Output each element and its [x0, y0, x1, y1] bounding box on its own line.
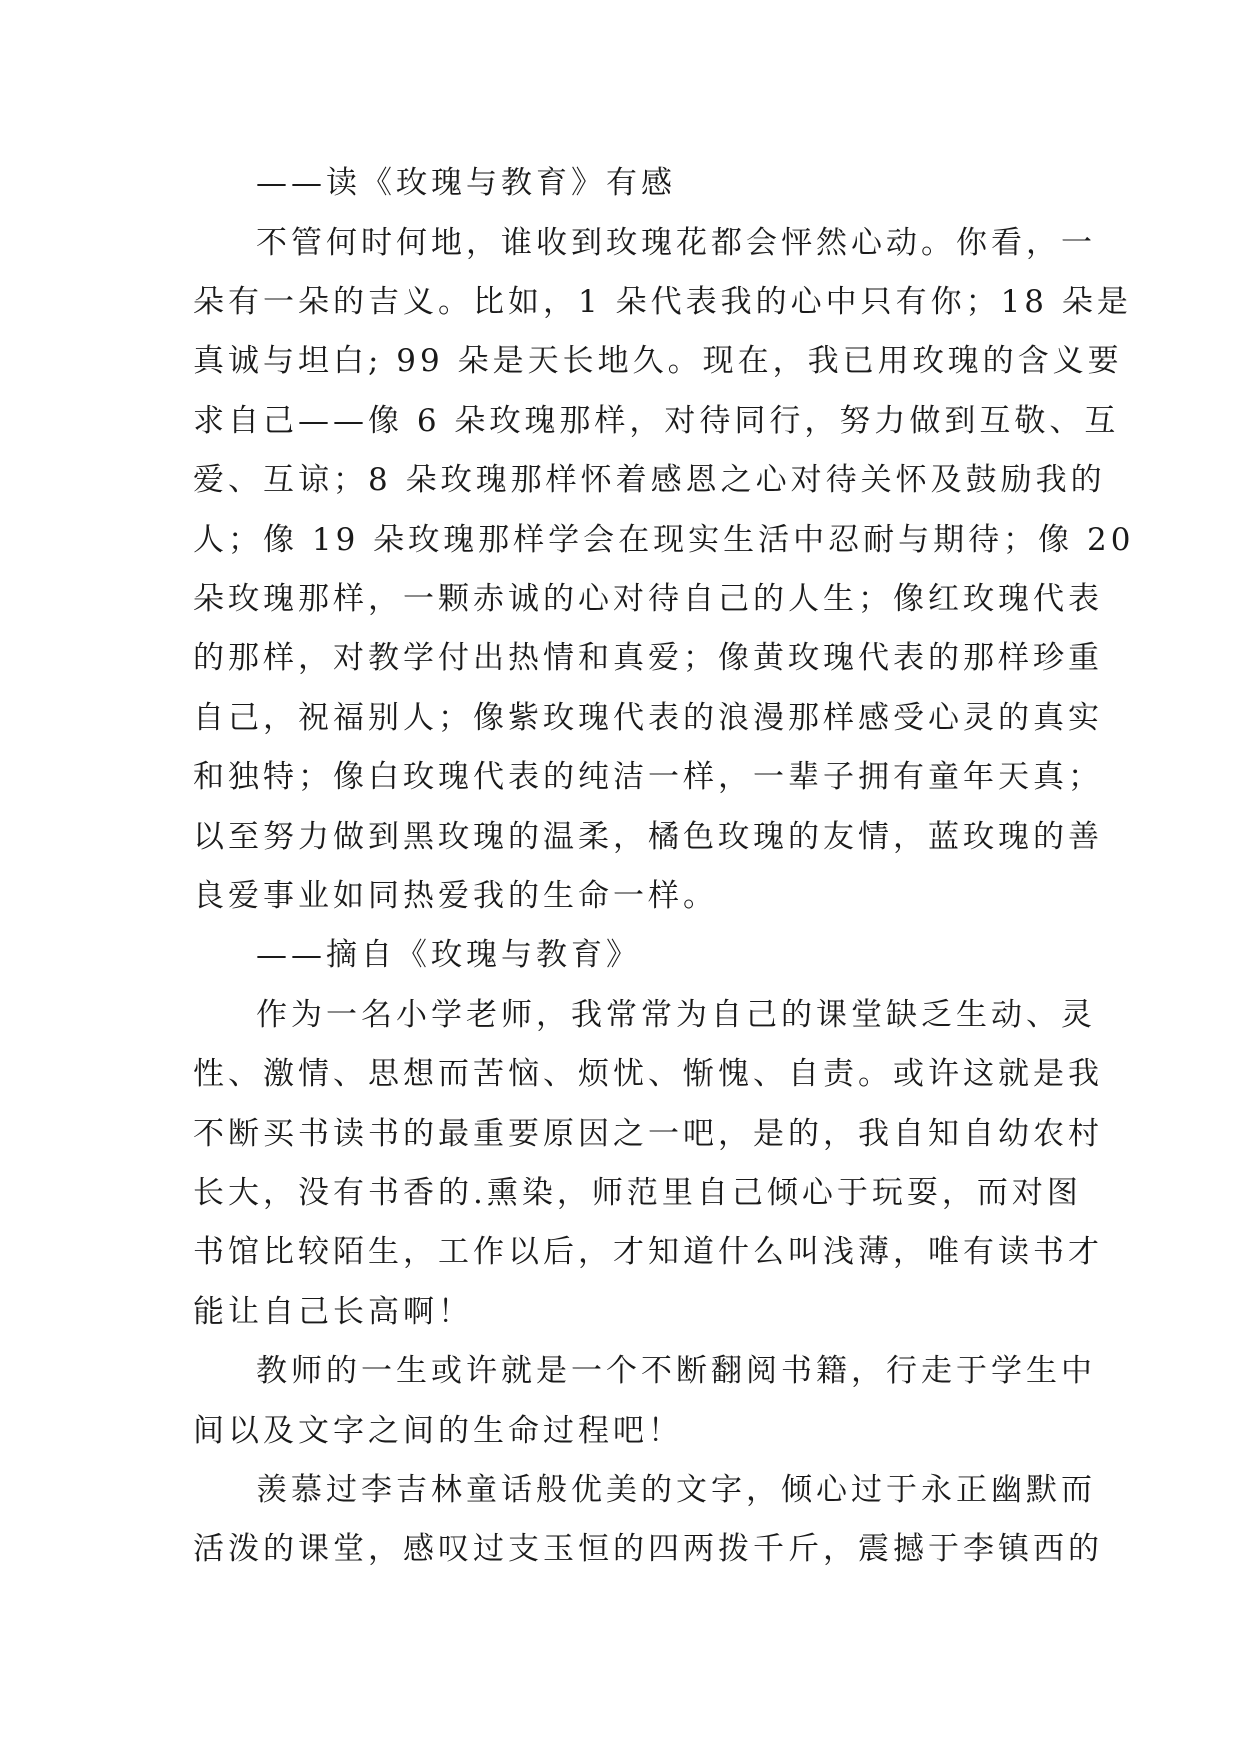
paragraph-line: 书馆比较陌生，工作以后，才知道什么叫浅薄，唯有读书才 [193, 1234, 1103, 1270]
paragraph-line: 良爱事业如同热爱我的生命一样。 [193, 878, 718, 914]
paragraph-line: 自己，祝福别人；像紫玫瑰代表的浪漫那样感受心灵的真实 [193, 700, 1103, 736]
paragraph-line: 长大，没有书香的.熏染，师范里自己倾心于玩耍，而对图 [193, 1175, 1082, 1211]
paragraph-line: 教师的一生或许就是一个不断翻阅书籍，行走于学生中 [256, 1353, 1096, 1389]
paragraph-line: 能让自己长高啊！ [193, 1294, 473, 1330]
paragraph-line: 以至努力做到黑玫瑰的温柔，橘色玫瑰的友情，蓝玫瑰的善 [193, 819, 1103, 855]
paragraph-line: 活泼的课堂，感叹过支玉恒的四两拨千斤，震撼于李镇西的 [193, 1531, 1103, 1567]
paragraph-line: 真诚与坦白; 99 朵是天长地久。现在，我已用玫瑰的含义要 [193, 343, 1123, 379]
paragraph-line: 朵玫瑰那样，一颗赤诚的心对待自己的人生；像红玫瑰代表 [193, 581, 1103, 617]
paragraph-line: 羡慕过李吉林童话般优美的文字，倾心过于永正幽默而 [256, 1472, 1096, 1508]
paragraph-line: 的那样，对教学付出热情和真爱；像黄玫瑰代表的那样珍重 [193, 640, 1103, 676]
paragraph-line: 性、激情、思想而苦恼、烦忧、惭愧、自责。或许这就是我 [193, 1056, 1103, 1092]
paragraph-line: 不断买书读书的最重要原因之一吧，是的，我自知自幼农村 [193, 1116, 1103, 1152]
paragraph-line: 朵有一朵的吉义。比如，1 朵代表我的心中只有你；18 朵是 [193, 284, 1132, 320]
subtitle-line: ——读《玫瑰与教育》有感 [256, 165, 676, 201]
citation-line: ——摘自《玫瑰与教育》 [256, 937, 641, 973]
paragraph-line: 不管何时何地，谁收到玫瑰花都会怦然心动。你看，一 [256, 225, 1096, 261]
paragraph-line: 人；像 19 朵玫瑰那样学会在现实生活中忍耐与期待；像 20 [193, 522, 1135, 558]
paragraph-line: 求自己——像 6 朵玫瑰那样，对待同行，努力做到互敬、互 [193, 403, 1120, 439]
paragraph-line: 间以及文字之间的生命过程吧！ [193, 1413, 683, 1449]
paragraph-line: 作为一名小学老师，我常常为自己的课堂缺乏生动、灵 [256, 997, 1096, 1033]
paragraph-line: 爱、互谅；8 朵玫瑰那样怀着感恩之心对待关怀及鼓励我的 [193, 462, 1106, 498]
paragraph-line: 和独特；像白玫瑰代表的纯洁一样，一辈子拥有童年天真； [193, 759, 1103, 795]
